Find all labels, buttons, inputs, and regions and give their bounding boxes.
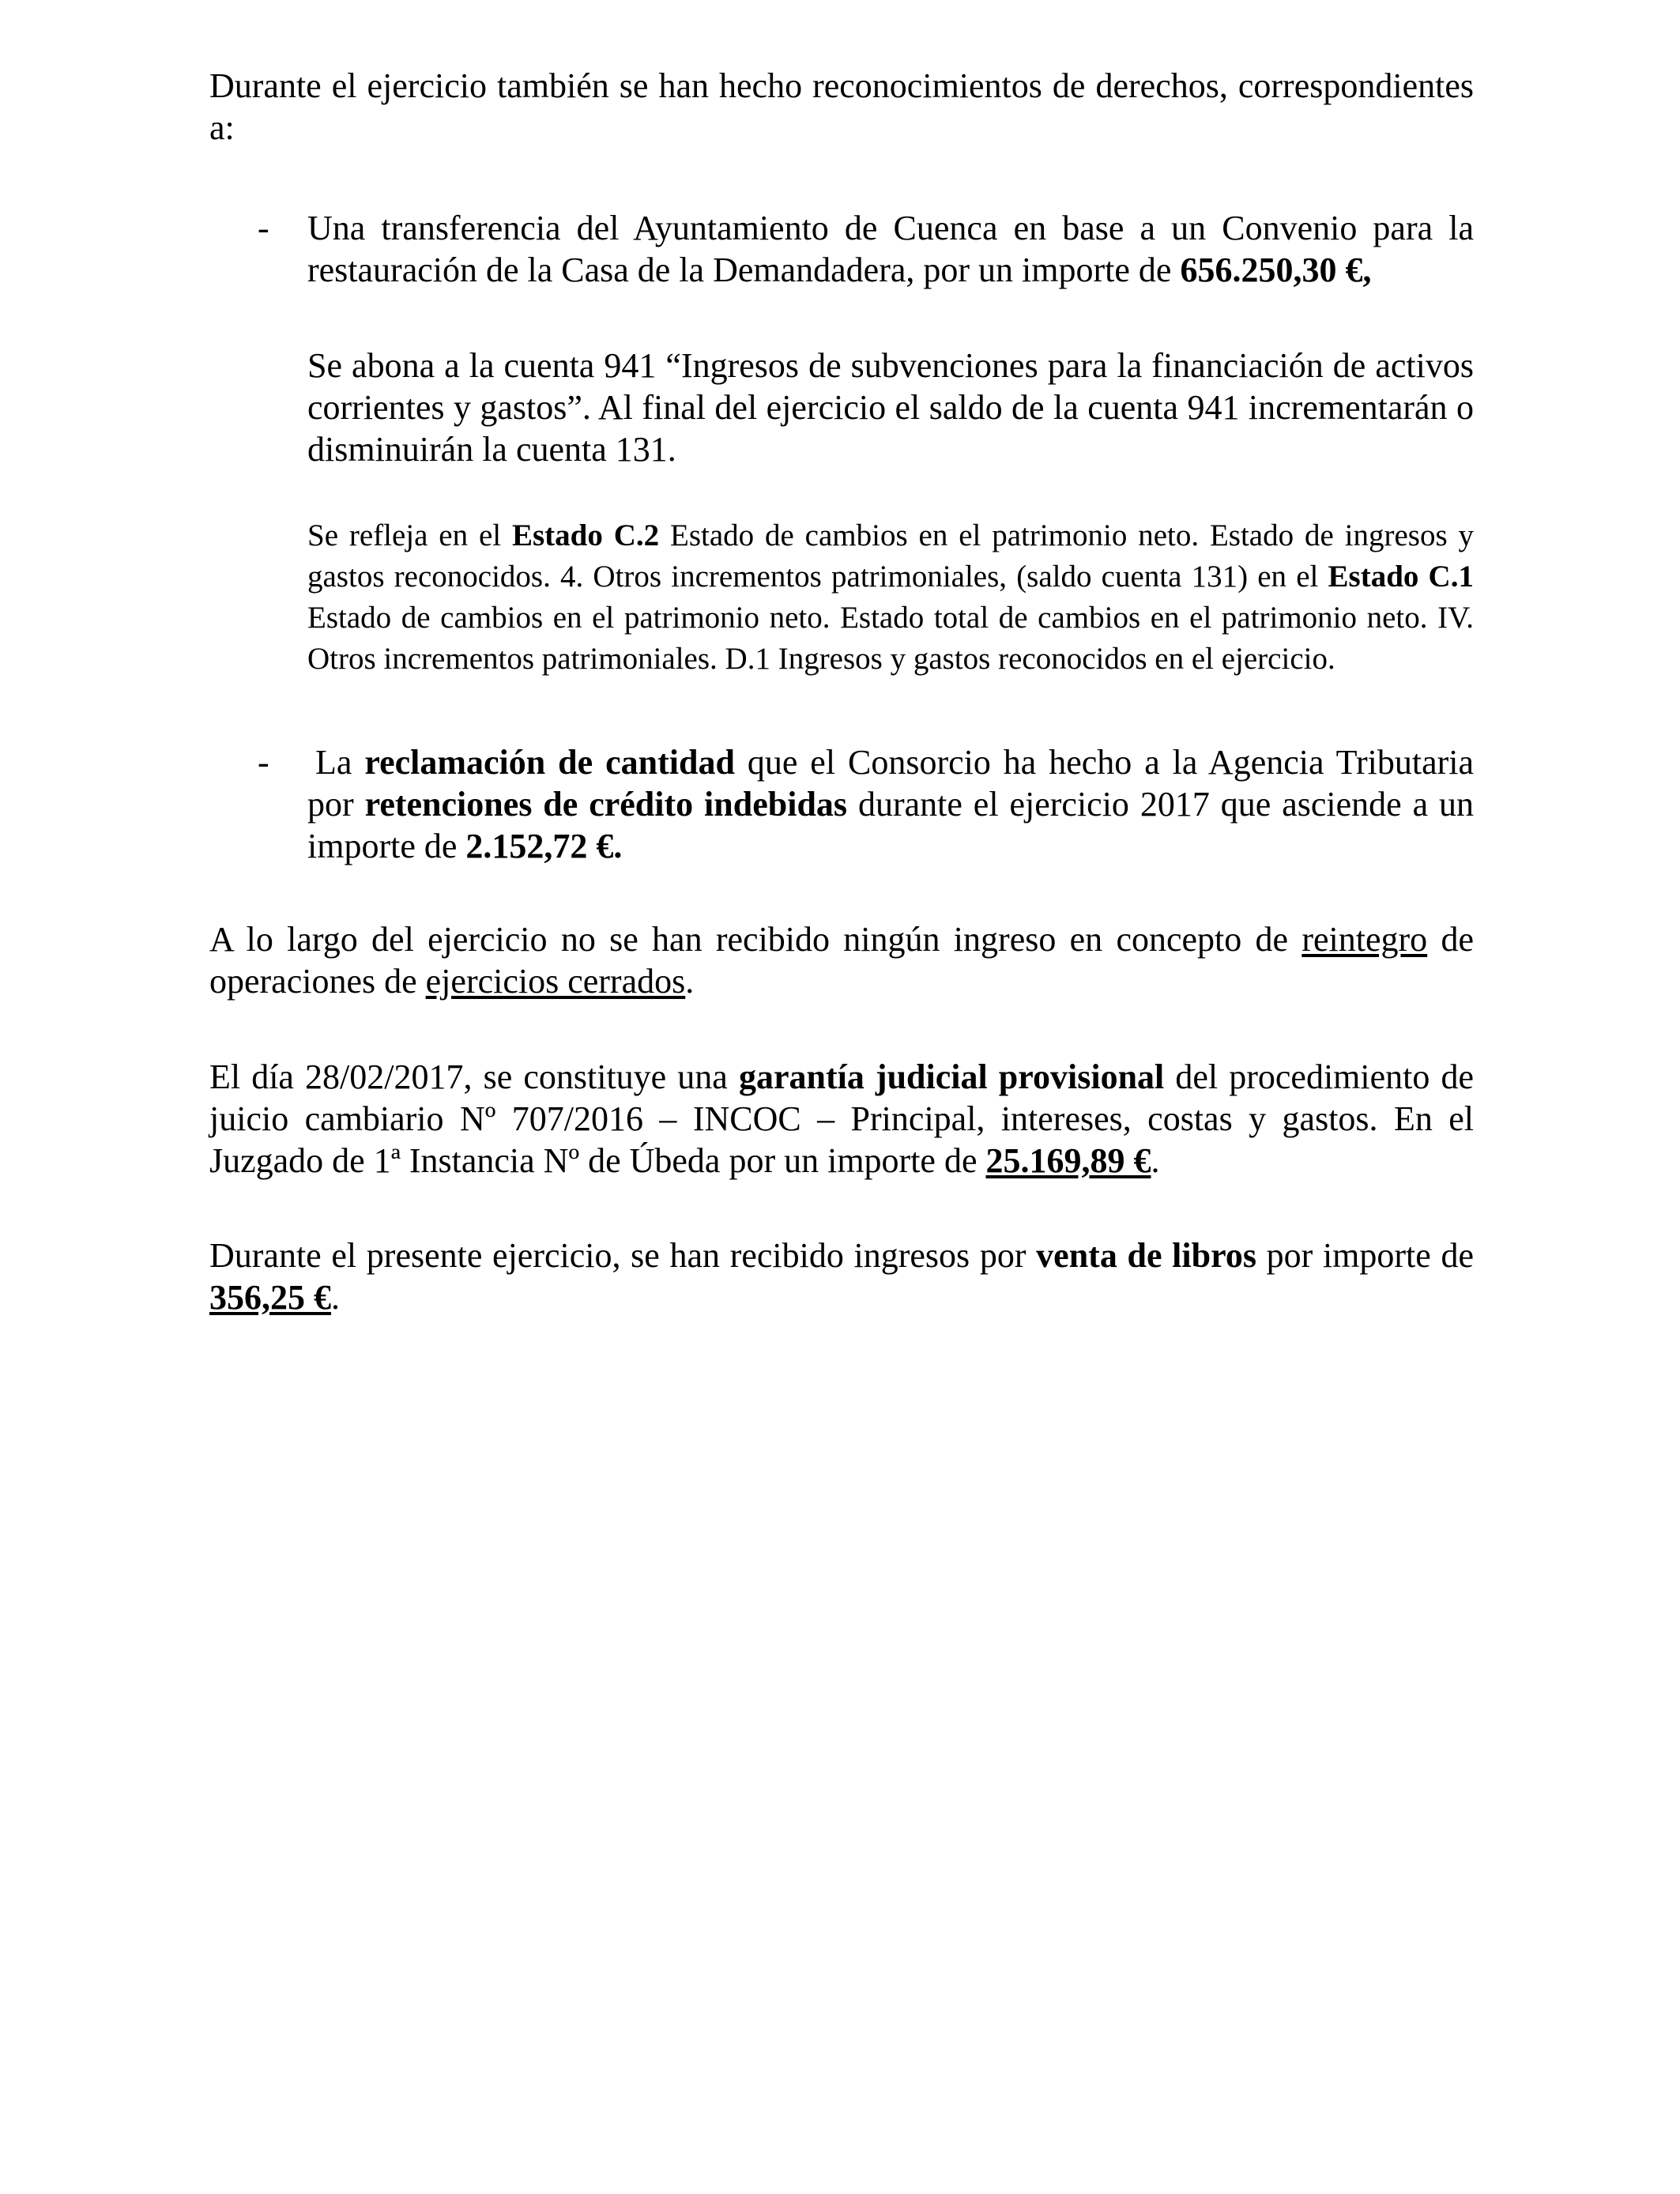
paragraph-libros-text-3: . xyxy=(331,1278,340,1317)
paragraph-reintegro-text-2: de operaciones de xyxy=(209,920,1474,1001)
paragraph-reintegro-text-1: A lo largo del ejercicio no se han recibido ningún ingreso en concepto de xyxy=(209,920,1302,959)
paragraph-intro xyxy=(209,65,1474,149)
paragraph-reintegro-text-3: . xyxy=(685,962,695,1001)
paragraph-garantia-text-2: del procedimiento de juicio cambiario Nº 707/2016 – INCOC – Principal, intereses, costas y gastos. En el Juzgado de 1ª Instancia Nº de Úbeda por un importe de xyxy=(209,1057,1474,1180)
list-dash: - xyxy=(258,209,269,247)
paragraph-estado-text-3: Estado de cambios en el patrimonio neto. Estado total de cambios en el patrimonio neto. IV. Otros incrementos patrimoniales. D.1 Ingresos y gastos reconocidos en el ejercicio. xyxy=(307,601,1474,676)
paragraph-account-941 xyxy=(307,345,1474,470)
venta-libros-label: venta de libros xyxy=(1036,1236,1256,1275)
ejercicios-cerrados-term: ejercicios cerrados xyxy=(425,962,686,1001)
garantia-label: garantía judicial provisional xyxy=(738,1057,1165,1096)
paragraph-garantia-text-1: El día 28/02/2017, se constituye una xyxy=(209,1057,739,1096)
list-item-transfer-text: Una transferencia del Ayuntamiento de Cuenca en base a un Convenio para la restauración de la Casa de la Demandadera, por un importe de xyxy=(307,209,1474,289)
amount-libros: 356,25 € xyxy=(209,1278,331,1317)
list-item-reclamacion-text-3: durante el ejercicio 2017 que asciende a un importe de xyxy=(307,785,1475,865)
amount-reclamacion: 2.152,72 €. xyxy=(465,827,623,865)
paragraph-libros-text-1: Durante el presente ejercicio, se han recibido ingresos por xyxy=(209,1236,1037,1275)
paragraph-estado-text-1: Se refleja en el xyxy=(307,518,512,552)
paragraph-libros xyxy=(209,1235,1474,1318)
paragraph-account-941-text: Se abona a la cuenta 941 “Ingresos de subvenciones para la financiación de activos corrientes y gastos”. Al final del ejercicio el saldo de la cuenta 941 incrementarán o disminuirán la cuenta 131. xyxy=(307,346,1474,469)
list-item-reclamacion-text-2: que el Consorcio ha hecho a la Agencia Tributaria por xyxy=(307,743,1475,824)
estado-c1-label: Estado C.1 xyxy=(1328,560,1474,594)
reintegro-term: reintegro xyxy=(1301,920,1428,959)
amount-garantia: 25.169,89 € xyxy=(985,1141,1151,1180)
list-dash: - xyxy=(258,743,269,782)
paragraph-intro-text: Durante el ejercicio también se han hecho reconocimientos de derechos, correspondientes a: xyxy=(209,66,1474,147)
paragraph-garantia-text-3: . xyxy=(1151,1141,1160,1180)
paragraph-libros-text-2: por importe de xyxy=(1256,1236,1474,1275)
list-item-reclamacion xyxy=(307,741,1474,867)
paragraph-estado-text-2: Estado de cambios en el patrimonio neto. Estado de ingresos y gastos reconocidos. 4. Otros incrementos patrimoniales, (saldo cuenta 131) en el xyxy=(307,518,1474,594)
paragraph-reintegro xyxy=(209,918,1474,1002)
reclamacion-label: reclamación de cantidad xyxy=(364,743,735,782)
amount-transfer: 656.250,30 €, xyxy=(1180,251,1372,289)
list-item-reclamacion-text-1: La xyxy=(315,743,365,782)
list-item-transfer xyxy=(307,207,1474,291)
paragraph-garantia xyxy=(209,1056,1474,1182)
paragraph-estado xyxy=(307,515,1474,680)
retenciones-label: retenciones de crédito indebidas xyxy=(364,785,848,824)
estado-c2-label: Estado C.2 xyxy=(511,518,660,552)
